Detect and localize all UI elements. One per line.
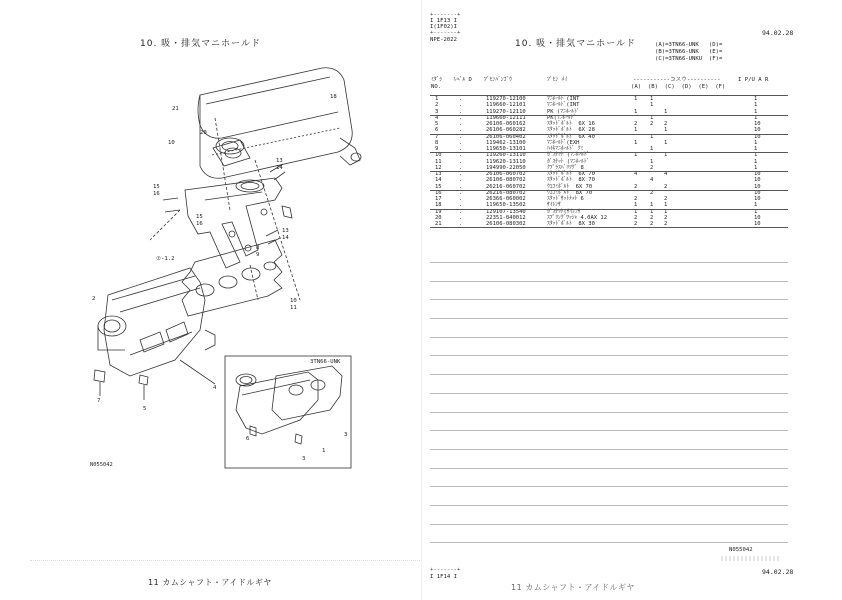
table-cell-pu: 1 [754,208,758,215]
table-cell-c: 4 [664,171,668,177]
row-divider [430,281,788,282]
table-cell-name: ｽﾀｯﾄﾞﾎﾞﾙﾄ 6X 40 [547,133,595,140]
table-cell-lvl: . [459,189,463,196]
table-cell-part: 26106-060282 [486,127,526,134]
table-cell-pu: 10 [754,177,761,184]
table-cell-name: ｸﾌﾟﾗｽﾊﾞﾘﾂｸﾞ 8 [547,164,584,171]
table-cell-lvl: . [459,221,463,227]
table-cell-a: 1 [634,202,638,209]
callout-label: ⑦-1.2 [156,256,175,262]
table-cell-c: 1 [664,202,668,209]
col-header-no: ﾐﾀﾞｼ [431,77,443,83]
table-cell-pu: 1 [754,152,758,159]
table-cell-no: 12 [435,164,442,171]
page-box-line: I(1F02)I [430,24,457,30]
table-cell-name: ｽﾌﾟﾘﾝｸﾞﾜｯｼｬ 4.0AX 12 [547,214,608,221]
doc-code: NPE-2022 [430,37,457,43]
model-legend: (B)=3TN66-UNK (E)= [655,49,723,55]
row-divider [430,227,788,228]
table-cell-name: ｻｲﾚﾝｻ [547,202,561,209]
table-cell-lvl: . [459,114,463,121]
table-cell-pu: 10 [754,214,761,221]
callout-label: 7 [97,398,101,404]
table-cell-a: 2 [634,221,638,227]
callout-label: 10 [290,298,297,304]
table-cell-a: 1 [634,152,638,159]
row-divider [430,318,788,319]
callout-label: 14 [276,165,283,171]
callout-label: 16 [196,221,203,227]
table-cell-name: ｳｴｺﾐﾎﾞﾙﾄ 8X 70 [547,189,593,196]
table-cell-part: 119660-12111 [486,114,526,121]
table-cell-no: 17 [435,196,442,202]
table-cell-no: 19 [435,208,442,215]
table-cell-no: 11 [435,158,442,165]
callout-label: 5 [143,406,147,412]
table-cell-b: 1 [650,133,654,140]
table-cell-part: 194990-22050 [486,164,526,171]
table-cell-pu: 10 [754,121,761,127]
table-cell-part: 26106-060702 [486,171,526,177]
table-cell-pu: 1 [754,96,758,102]
table-cell-no: 1 [435,96,439,102]
page-bottom-divider [30,560,420,561]
callout-label: 14 [282,235,289,241]
row-divider [430,430,788,431]
table-cell-lvl: . [459,183,463,190]
table-cell-name: ﾏﾆﾎｰﾙﾄﾞ(INT [547,96,580,102]
callout-label: 9 [256,252,260,258]
footer-code: N055042 [729,547,753,553]
table-cell-part: 119650-13101 [486,146,526,152]
table-cell-b: 2 [650,164,654,171]
table-cell-pu: 10 [754,196,761,202]
row-divider [430,468,788,469]
table-cell-pu: 10 [754,221,761,227]
inset-model-label: 3TN66-UNK [310,359,341,365]
table-cell-c: 2 [664,221,668,227]
row-divider [430,374,788,375]
callout-label: 2 [92,296,96,302]
table-cell-pu: 1 [754,114,758,121]
next-page-box: I 1F14 I [430,574,457,580]
table-cell-b: 1 [650,202,654,209]
row-divider [430,190,788,191]
row-divider [430,262,788,263]
table-cell-pu: 10 [754,133,761,140]
table-cell-no: 5 [435,121,439,127]
model-legend: (A)=3TN66-UNK (D)= [655,42,723,48]
table-cell-part: 119462-13100 [486,139,526,146]
table-cell-lvl: . [459,164,463,171]
next-page-box: +-------+ [430,567,461,573]
table-cell-name: ｽﾀｯﾄﾞｻｯﾄﾅｯﾄ 6 [547,196,584,202]
right-section-title: 10. 吸・排気マニホールド [515,39,636,49]
table-cell-name: PK(ﾏﾆﾎｰﾙﾄﾞ [547,114,577,121]
row-divider [430,95,788,96]
table-cell-lvl: . [459,171,463,177]
table-cell-part: 26216-080702 [486,189,526,196]
table-cell-name: PK (ﾏﾆﾎｰﾙﾄﾞ [547,108,580,115]
right-page [421,0,842,600]
col-header-quantity: -----------コスウ---------- [633,77,721,83]
callout-label: 3 [344,432,348,438]
table-cell-a: 1 [634,108,638,115]
row-divider [430,209,788,210]
table-cell-pu: 10 [754,171,761,177]
table-cell-b: 2 [650,221,654,227]
row-divider [430,486,788,487]
table-cell-name: ﾏﾆﾎｰﾙﾄﾞ(INT [547,102,580,109]
table-cell-name: ﾊｲｷﾏﾆﾎｰﾙﾄﾞ ｸﾐ [547,146,584,152]
table-cell-b: 4 [650,177,654,184]
row-divider [430,393,788,394]
row-divider [430,542,788,543]
footer-smudge [721,556,781,561]
callout-label: 13 [276,158,283,164]
table-cell-name: ｶﾞｽｹｯﾄ(ｻｲﾚﾝｻ [547,208,581,215]
col-header-models-sub: (A) (B) (C) (D) (E) (F) [631,84,726,90]
table-cell-lvl: . [459,108,463,115]
row-divider [430,134,788,135]
next-section-title: 11 カムシャフト・アイドルギヤ [148,578,272,587]
table-cell-c: 1 [664,152,668,159]
table-cell-name: ｽﾀｯﾄﾞﾎﾞﾙﾄ 6X 16 [547,121,595,127]
table-cell-lvl: . [459,133,463,140]
inset-manifold-drawing [236,366,342,444]
table-cell-lvl: . [459,202,463,209]
table-cell-c: 1 [664,127,668,134]
table-cell-no: 13 [435,171,442,177]
table-cell-part: 26366-060002 [486,196,526,202]
callout-label: 3 [302,456,306,462]
table-cell-no: 9 [435,146,439,152]
table-cell-name: ﾏﾆﾎｰﾙﾄﾞ(EXH [547,139,580,146]
left-section-title: 10. 吸・排気マニホールド [140,39,261,49]
table-cell-c: 2 [664,121,668,127]
table-cell-no: 15 [435,183,442,190]
table-cell-part: 119660-12101 [486,102,526,109]
callout-label: 4 [213,385,217,391]
table-cell-part: 22351-040012 [486,214,526,221]
table-cell-pu: 1 [754,164,758,171]
table-cell-part: 26106-060162 [486,121,526,127]
callout-label: 18 [330,94,337,100]
next-section-title: 11 カムシャフト・アイドルギヤ [511,583,635,592]
page-box-line: I 1F13 I [430,18,457,24]
table-cell-pu: 10 [754,183,761,190]
table-cell-lvl: . [459,121,463,127]
table-cell-lvl: . [459,152,463,159]
table-cell-b: 2 [650,121,654,127]
table-cell-b: 1 [650,114,654,121]
table-cell-pu: 10 [754,127,761,134]
page-box-line: +-------+ [430,30,461,36]
callout-label: 13 [282,228,289,234]
table-cell-lvl: . [459,146,463,152]
table-cell-part: 119270-12110 [486,108,526,115]
row-divider [430,524,788,525]
table-cell-b: 1 [650,96,654,102]
col-header-part-name: ﾌﾞﾋﾝ ﾒｲ [547,77,568,83]
table-cell-a: 1 [634,96,638,102]
table-cell-no: 4 [435,114,439,121]
figure-code: N055042 [90,462,113,468]
row-divider [430,505,788,506]
table-cell-name: ｳｴｺﾐﾎﾞﾙﾄ 6X 70 [547,183,593,190]
callout-label: 20 [200,130,207,136]
table-cell-c: 1 [664,208,668,215]
table-cell-a: 2 [634,121,638,127]
table-cell-c: 1 [664,139,668,146]
table-cell-b: 1 [650,158,654,165]
table-cell-lvl: . [459,158,463,165]
row-divider [430,152,788,153]
table-cell-part: 119260-13110 [486,152,526,159]
row-divider [430,355,788,356]
table-cell-b: 1 [650,208,654,215]
table-cell-part: 26106-080302 [486,221,526,227]
table-cell-no: 16 [435,189,442,196]
next-doc-date: 94.02.28 [762,568,794,576]
table-cell-lvl: . [459,177,463,184]
col-header-part-number: ﾌﾞﾋﾝﾊﾞﾝｺﾞｳ [484,77,512,83]
table-cell-pu: 10 [754,189,761,196]
table-cell-lvl: . [459,102,463,109]
table-cell-a: 1 [634,139,638,146]
table-cell-c: 2 [664,196,668,202]
callout-label: 11 [290,305,297,311]
table-cell-part: 129107-13540 [486,208,526,215]
table-cell-no: 3 [435,108,439,115]
col-header-no-sub: NO. [431,84,442,90]
table-cell-no: 6 [435,127,439,134]
table-cell-no: 10 [435,152,442,159]
callout-label: 8 [256,245,260,251]
model-legend: (C)=3TN66-UNKU (F)= [655,56,723,62]
row-divider [430,299,788,300]
table-cell-part: 119270-12100 [486,96,526,102]
table-cell-c: 2 [664,214,668,221]
table-cell-no: 2 [435,102,439,109]
page-box-line: +-------+ [430,12,461,18]
table-cell-a: 2 [634,183,638,190]
callout-label: 15 [196,214,203,220]
table-cell-pu: 1 [754,146,758,152]
callout-label: 10 [168,140,175,146]
row-divider [430,412,788,413]
table-cell-lvl: . [459,139,463,146]
table-cell-a: 2 [634,214,638,221]
callout-label: 1 [322,448,326,454]
table-cell-no: 18 [435,202,442,209]
row-divider [430,171,788,172]
table-cell-no: 21 [435,221,442,227]
table-cell-part: 119620-13110 [486,158,526,165]
table-cell-a: 4 [634,171,638,177]
table-cell-a: 1 [634,208,638,215]
table-cell-name: ｽﾀｯﾄﾞﾎﾞﾙﾄ 6X 28 [547,127,595,134]
table-cell-part: 26106-080702 [486,177,526,184]
table-cell-name: ｽﾀｯﾄﾞﾎﾞﾙﾄ 8X 70 [547,177,595,184]
table-cell-name: ｽﾀｯﾄﾞﾎﾞﾙﾄ 8X 30 [547,221,595,227]
callout-label: 16 [153,191,160,197]
table-cell-no: 7 [435,133,439,140]
intake-manifold-drawing [98,268,215,376]
table-cell-lvl: . [459,127,463,134]
table-cell-part: 26106-060402 [486,133,526,140]
table-cell-lvl: . [459,208,463,215]
table-cell-b: 2 [650,214,654,221]
table-cell-a: 1 [634,127,638,134]
callout-label: 21 [172,106,179,112]
table-cell-name: ｶﾞｽｹｯﾄ (ﾏﾆﾎｰﾙﾄﾞ [547,158,590,165]
table-cell-b: 1 [650,102,654,109]
table-cell-part: 119650-13502 [486,202,526,209]
callout-label: 15 [153,184,160,190]
table-cell-pu: 1 [754,139,758,146]
callout-label: 6 [246,436,250,442]
table-cell-name: ｶﾞｽｹｯﾄ (ﾏﾆﾎｰﾙﾄﾞ [547,152,590,159]
table-cell-c: 1 [664,108,668,115]
table-cell-pu: 1 [754,202,758,209]
table-cell-lvl: . [459,196,463,202]
table-cell-b: 1 [650,146,654,152]
table-cell-c: 2 [664,183,668,190]
row-divider [430,337,788,338]
table-cell-pu: 1 [754,108,758,115]
table-cell-lvl: . [459,96,463,102]
col-header-pu: I P/U A R [738,77,769,83]
doc-date: 94.02.28 [762,29,794,37]
col-header-level: ﾚﾍﾞﾙ D [454,77,472,83]
table-cell-no: 8 [435,139,439,146]
table-cell-pu: 1 [754,158,758,165]
table-cell-no: 20 [435,214,442,221]
row-divider [430,115,788,116]
table-cell-a: 2 [634,196,638,202]
table-cell-no: 14 [435,177,442,184]
table-cell-b: 2 [650,189,654,196]
table-cell-part: 26216-060702 [486,183,526,190]
row-divider [430,449,788,450]
table-cell-pu: 1 [754,102,758,109]
table-cell-lvl: . [459,214,463,221]
table-cell-name: ｽﾀｯﾄﾞﾎﾞﾙﾄ 6X 70 [547,171,595,177]
